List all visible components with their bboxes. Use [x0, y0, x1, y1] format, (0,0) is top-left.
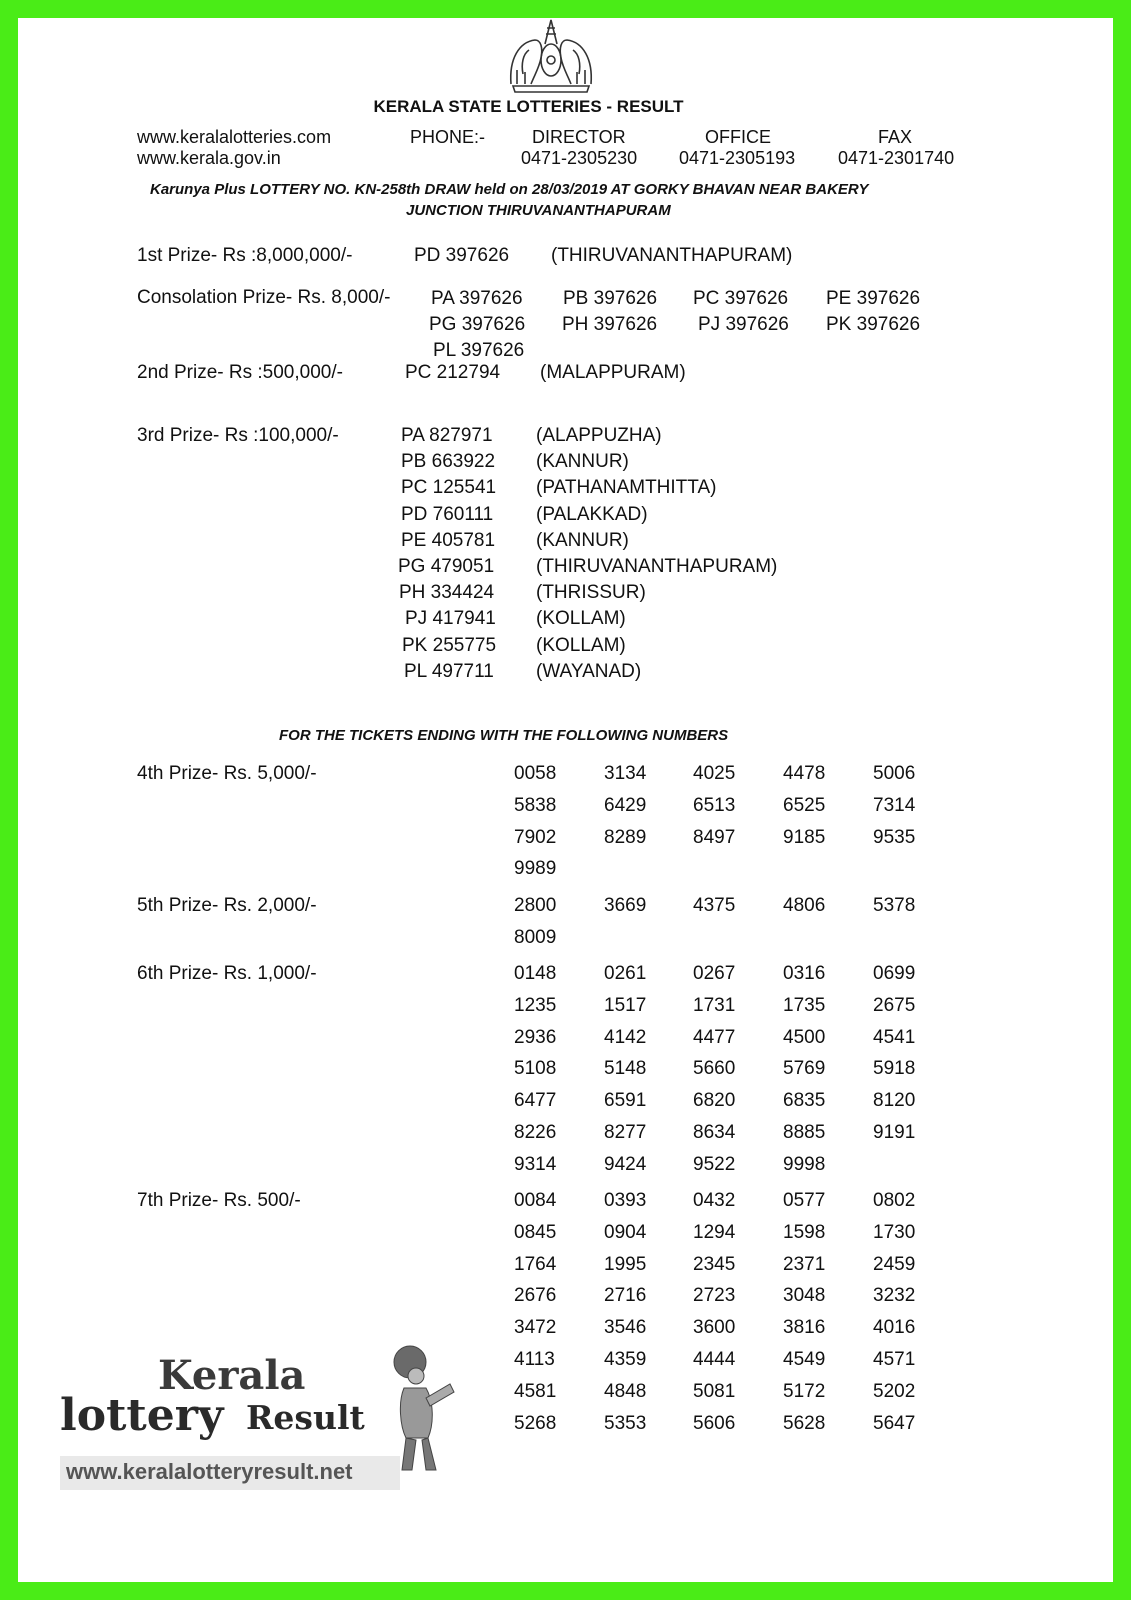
third-prize-ticket: PC 125541 — [401, 477, 497, 499]
seventh-prize-number: 3472 — [514, 1317, 557, 1339]
sixth-prize-number: 4541 — [873, 1026, 916, 1048]
seventh-prize-number: 1294 — [693, 1221, 736, 1243]
seventh-prize-number: 5081 — [693, 1380, 736, 1402]
seventh-prize-number: 1995 — [604, 1253, 647, 1275]
sixth-prize-number: 1235 — [514, 994, 557, 1016]
fourth-prize-number: 6429 — [604, 794, 647, 816]
seventh-prize-number: 2676 — [514, 1285, 557, 1307]
watermark-word-lottery: lottery — [60, 1390, 224, 1441]
draw-info-line-1: Karunya Plus LOTTERY NO. KN-258th DRAW held on 28/03/2019 AT GORKY BHAVAN NEAR BAKERY — [150, 181, 869, 198]
third-prize-ticket: PB 663922 — [401, 451, 496, 473]
third-prize-place: (WAYANAD) — [536, 660, 642, 682]
fourth-prize-number: 3134 — [604, 763, 647, 784]
seventh-prize-number: 0802 — [873, 1190, 916, 1211]
seventh-prize-number: 5606 — [693, 1412, 736, 1434]
fifth-prize-number: 5378 — [873, 895, 916, 916]
third-prize-place: (KANNUR) — [536, 451, 629, 473]
sixth-prize-number: 0699 — [873, 963, 916, 984]
second-prize-ticket: PC 212794 — [405, 362, 501, 383]
seventh-prize-number: 4571 — [873, 1349, 916, 1370]
seventh-prize-number: 1598 — [783, 1221, 826, 1243]
seventh-prize-number: 0084 — [514, 1190, 557, 1211]
third-prize-place: (THRISSUR) — [536, 582, 646, 604]
director-phone: 0471-2305230 — [521, 148, 638, 168]
fourth-prize-number: 4025 — [693, 763, 736, 784]
third-prize-ticket: PA 827971 — [401, 425, 493, 446]
seventh-prize-number: 4359 — [604, 1349, 647, 1370]
mascot-figure-icon — [380, 1340, 460, 1475]
seventh-prize-number: 5172 — [783, 1380, 826, 1402]
consolation-ticket: PC 397626 — [693, 288, 789, 309]
fourth-prize-number: 5838 — [514, 794, 557, 816]
fourth-prize-label: 4th Prize- Rs. 5,000/- — [137, 763, 317, 784]
sixth-prize-number: 8634 — [693, 1122, 736, 1143]
fourth-prize-number: 5006 — [873, 763, 916, 784]
director-label: DIRECTOR — [532, 127, 626, 147]
second-prize-label: 2nd Prize- Rs :500,000/- — [137, 362, 343, 383]
fourth-prize-number: 8497 — [693, 826, 736, 848]
third-prize-place: (PALAKKAD) — [536, 503, 648, 525]
watermark-logo — [58, 1352, 478, 1495]
seventh-prize-number: 1730 — [873, 1221, 916, 1243]
sixth-prize-label: 6th Prize- Rs. 1,000/- — [137, 963, 317, 984]
sixth-prize-number: 4142 — [604, 1026, 647, 1048]
sixth-prize-number: 6820 — [693, 1090, 736, 1112]
fifth-prize-number: 3669 — [604, 895, 647, 916]
seventh-prize-number: 3232 — [873, 1285, 916, 1307]
seventh-prize-number: 2716 — [604, 1285, 647, 1307]
third-prize-ticket: PG 479051 — [398, 556, 495, 577]
third-prize-place: (KOLLAM) — [536, 608, 626, 630]
fourth-prize-number: 7314 — [873, 794, 916, 816]
consolation-ticket: PJ 397626 — [698, 314, 789, 335]
seventh-prize-number: 1764 — [514, 1253, 557, 1275]
phone-label: PHONE:- — [410, 127, 486, 147]
office-label: OFFICE — [705, 127, 771, 147]
sixth-prize-number: 1731 — [693, 994, 736, 1016]
seventh-prize-number: 0845 — [514, 1221, 557, 1243]
fourth-prize-number: 6513 — [693, 794, 736, 816]
fifth-prize-number: 4375 — [693, 895, 736, 916]
sixth-prize-number: 5148 — [604, 1058, 647, 1080]
fourth-prize-number: 4478 — [783, 763, 826, 784]
consolation-ticket: PB 397626 — [563, 288, 658, 309]
third-prize-place: (ALAPPUZHA) — [536, 425, 662, 446]
fourth-prize-number: 6525 — [783, 794, 826, 816]
consolation-ticket: PG 397626 — [429, 314, 526, 335]
third-prize-ticket: PH 334424 — [399, 582, 495, 604]
website-link-1[interactable]: www.keralalotteries.com — [137, 127, 332, 147]
sixth-prize-number: 6835 — [783, 1090, 826, 1112]
office-phone: 0471-2305193 — [679, 148, 796, 168]
sixth-prize-number: 0148 — [514, 963, 557, 984]
third-prize-place: (PATHANAMTHITTA) — [536, 477, 717, 499]
sixth-prize-number: 2936 — [514, 1026, 557, 1048]
third-prize-ticket: PJ 417941 — [405, 608, 496, 630]
sixth-prize-number: 8226 — [514, 1122, 557, 1143]
third-prize-place: (THIRUVANANTHAPURAM) — [536, 556, 778, 577]
second-prize-place: (MALAPPURAM) — [540, 362, 686, 383]
seventh-prize-number: 3816 — [783, 1317, 826, 1339]
sixth-prize-number: 8885 — [783, 1122, 826, 1143]
sixth-prize-number: 5108 — [514, 1058, 557, 1080]
seventh-prize-number: 5353 — [604, 1412, 647, 1434]
fourth-prize-number: 0058 — [514, 763, 557, 784]
seventh-prize-number: 2459 — [873, 1253, 916, 1275]
sixth-prize-number: 9314 — [514, 1153, 557, 1175]
seventh-prize-number: 4549 — [783, 1349, 826, 1370]
seventh-prize-number: 4848 — [604, 1380, 647, 1402]
sixth-prize-number: 6477 — [514, 1090, 557, 1112]
fifth-prize-number: 8009 — [514, 926, 557, 948]
consolation-ticket: PK 397626 — [826, 314, 921, 335]
consolation-prize-label: Consolation Prize- Rs. 8,000/- — [137, 287, 391, 308]
seventh-prize-number: 0904 — [604, 1221, 647, 1243]
sixth-prize-number: 1735 — [783, 994, 826, 1016]
third-prize-label: 3rd Prize- Rs :100,000/- — [137, 425, 339, 446]
seventh-prize-number: 0393 — [604, 1190, 647, 1211]
fifth-prize-label: 5th Prize- Rs. 2,000/- — [137, 895, 317, 916]
first-prize-ticket: PD 397626 — [414, 245, 510, 266]
seventh-prize-number: 3546 — [604, 1317, 647, 1339]
watermark-url-box — [60, 1456, 400, 1490]
fifth-prize-number: 2800 — [514, 895, 557, 916]
seventh-prize-number: 2723 — [693, 1285, 736, 1307]
watermark-url: www.keralalotteryresult.net — [66, 1459, 353, 1484]
seventh-prize-number: 4581 — [514, 1380, 557, 1402]
watermark-word-result: Result — [246, 1398, 365, 1437]
endings-heading: FOR THE TICKETS ENDING WITH THE FOLLOWING NUMBERS — [279, 727, 729, 744]
kerala-emblem-icon — [501, 14, 601, 96]
seventh-prize-number: 5202 — [873, 1380, 916, 1402]
sixth-prize-number: 9998 — [783, 1153, 826, 1175]
consolation-ticket: PA 397626 — [431, 288, 523, 309]
seventh-prize-number: 2371 — [783, 1253, 826, 1275]
third-prize-place: (KANNUR) — [536, 529, 629, 551]
fourth-prize-number: 7902 — [514, 826, 557, 848]
third-prize-ticket: PE 405781 — [401, 529, 496, 551]
third-prize-place: (KOLLAM) — [536, 634, 626, 656]
fourth-prize-number: 9185 — [783, 826, 826, 848]
seventh-prize-number: 4016 — [873, 1317, 916, 1339]
sixth-prize-number: 8120 — [873, 1090, 916, 1112]
sixth-prize-number: 8277 — [604, 1122, 647, 1143]
sixth-prize-number: 1517 — [604, 994, 647, 1016]
fax-phone: 0471-2301740 — [838, 148, 955, 168]
fourth-prize-number: 9989 — [514, 858, 557, 880]
seventh-prize-number: 3048 — [783, 1285, 826, 1307]
sixth-prize-number: 2675 — [873, 994, 916, 1016]
seventh-prize-number: 2345 — [693, 1253, 736, 1275]
seventh-prize-number: 0432 — [693, 1190, 736, 1211]
page-title: KERALA STATE LOTTERIES - RESULT — [373, 97, 684, 116]
seventh-prize-number: 4113 — [514, 1349, 555, 1370]
sixth-prize-number: 9522 — [693, 1153, 736, 1175]
third-prize-ticket: PK 255775 — [402, 634, 497, 656]
seventh-prize-number: 5268 — [514, 1412, 557, 1434]
seventh-prize-number: 4444 — [693, 1349, 736, 1370]
sixth-prize-number: 4477 — [693, 1026, 736, 1048]
sixth-prize-number: 5769 — [783, 1058, 826, 1080]
seventh-prize-number: 0577 — [783, 1190, 826, 1211]
watermark-word-kerala: Kerala — [158, 1352, 306, 1399]
seventh-prize-number: 5628 — [783, 1412, 826, 1434]
seventh-prize-label: 7th Prize- Rs. 500/- — [137, 1190, 301, 1211]
third-prize-ticket: PD 760111 — [401, 503, 494, 525]
sixth-prize-number: 6591 — [604, 1090, 647, 1112]
fifth-prize-number: 4806 — [783, 895, 826, 916]
fourth-prize-number: 9535 — [873, 826, 916, 848]
first-prize-place: (THIRUVANANTHAPURAM) — [551, 245, 793, 266]
third-prize-ticket: PL 497711 — [404, 660, 494, 682]
seventh-prize-number: 3600 — [693, 1317, 736, 1339]
sixth-prize-number: 9424 — [604, 1153, 647, 1175]
sixth-prize-number: 0261 — [604, 963, 647, 984]
consolation-ticket: PH 397626 — [562, 314, 658, 335]
sixth-prize-number: 5660 — [693, 1058, 736, 1080]
sixth-prize-number: 5918 — [873, 1058, 916, 1080]
sixth-prize-number: 9191 — [873, 1122, 916, 1143]
seventh-prize-number: 5647 — [873, 1412, 916, 1434]
fax-label: FAX — [878, 127, 913, 147]
sixth-prize-number: 0316 — [783, 963, 826, 984]
first-prize-label: 1st Prize- Rs :8,000,000/- — [137, 245, 353, 266]
sixth-prize-number: 0267 — [693, 963, 736, 984]
fourth-prize-number: 8289 — [604, 826, 647, 848]
consolation-ticket: PL 397626 — [433, 340, 525, 361]
consolation-ticket: PE 397626 — [826, 288, 921, 309]
draw-info-line-2: JUNCTION THIRUVANANTHAPURAM — [406, 202, 671, 219]
website-link-2[interactable]: www.kerala.gov.in — [137, 148, 281, 168]
sixth-prize-number: 4500 — [783, 1026, 826, 1048]
